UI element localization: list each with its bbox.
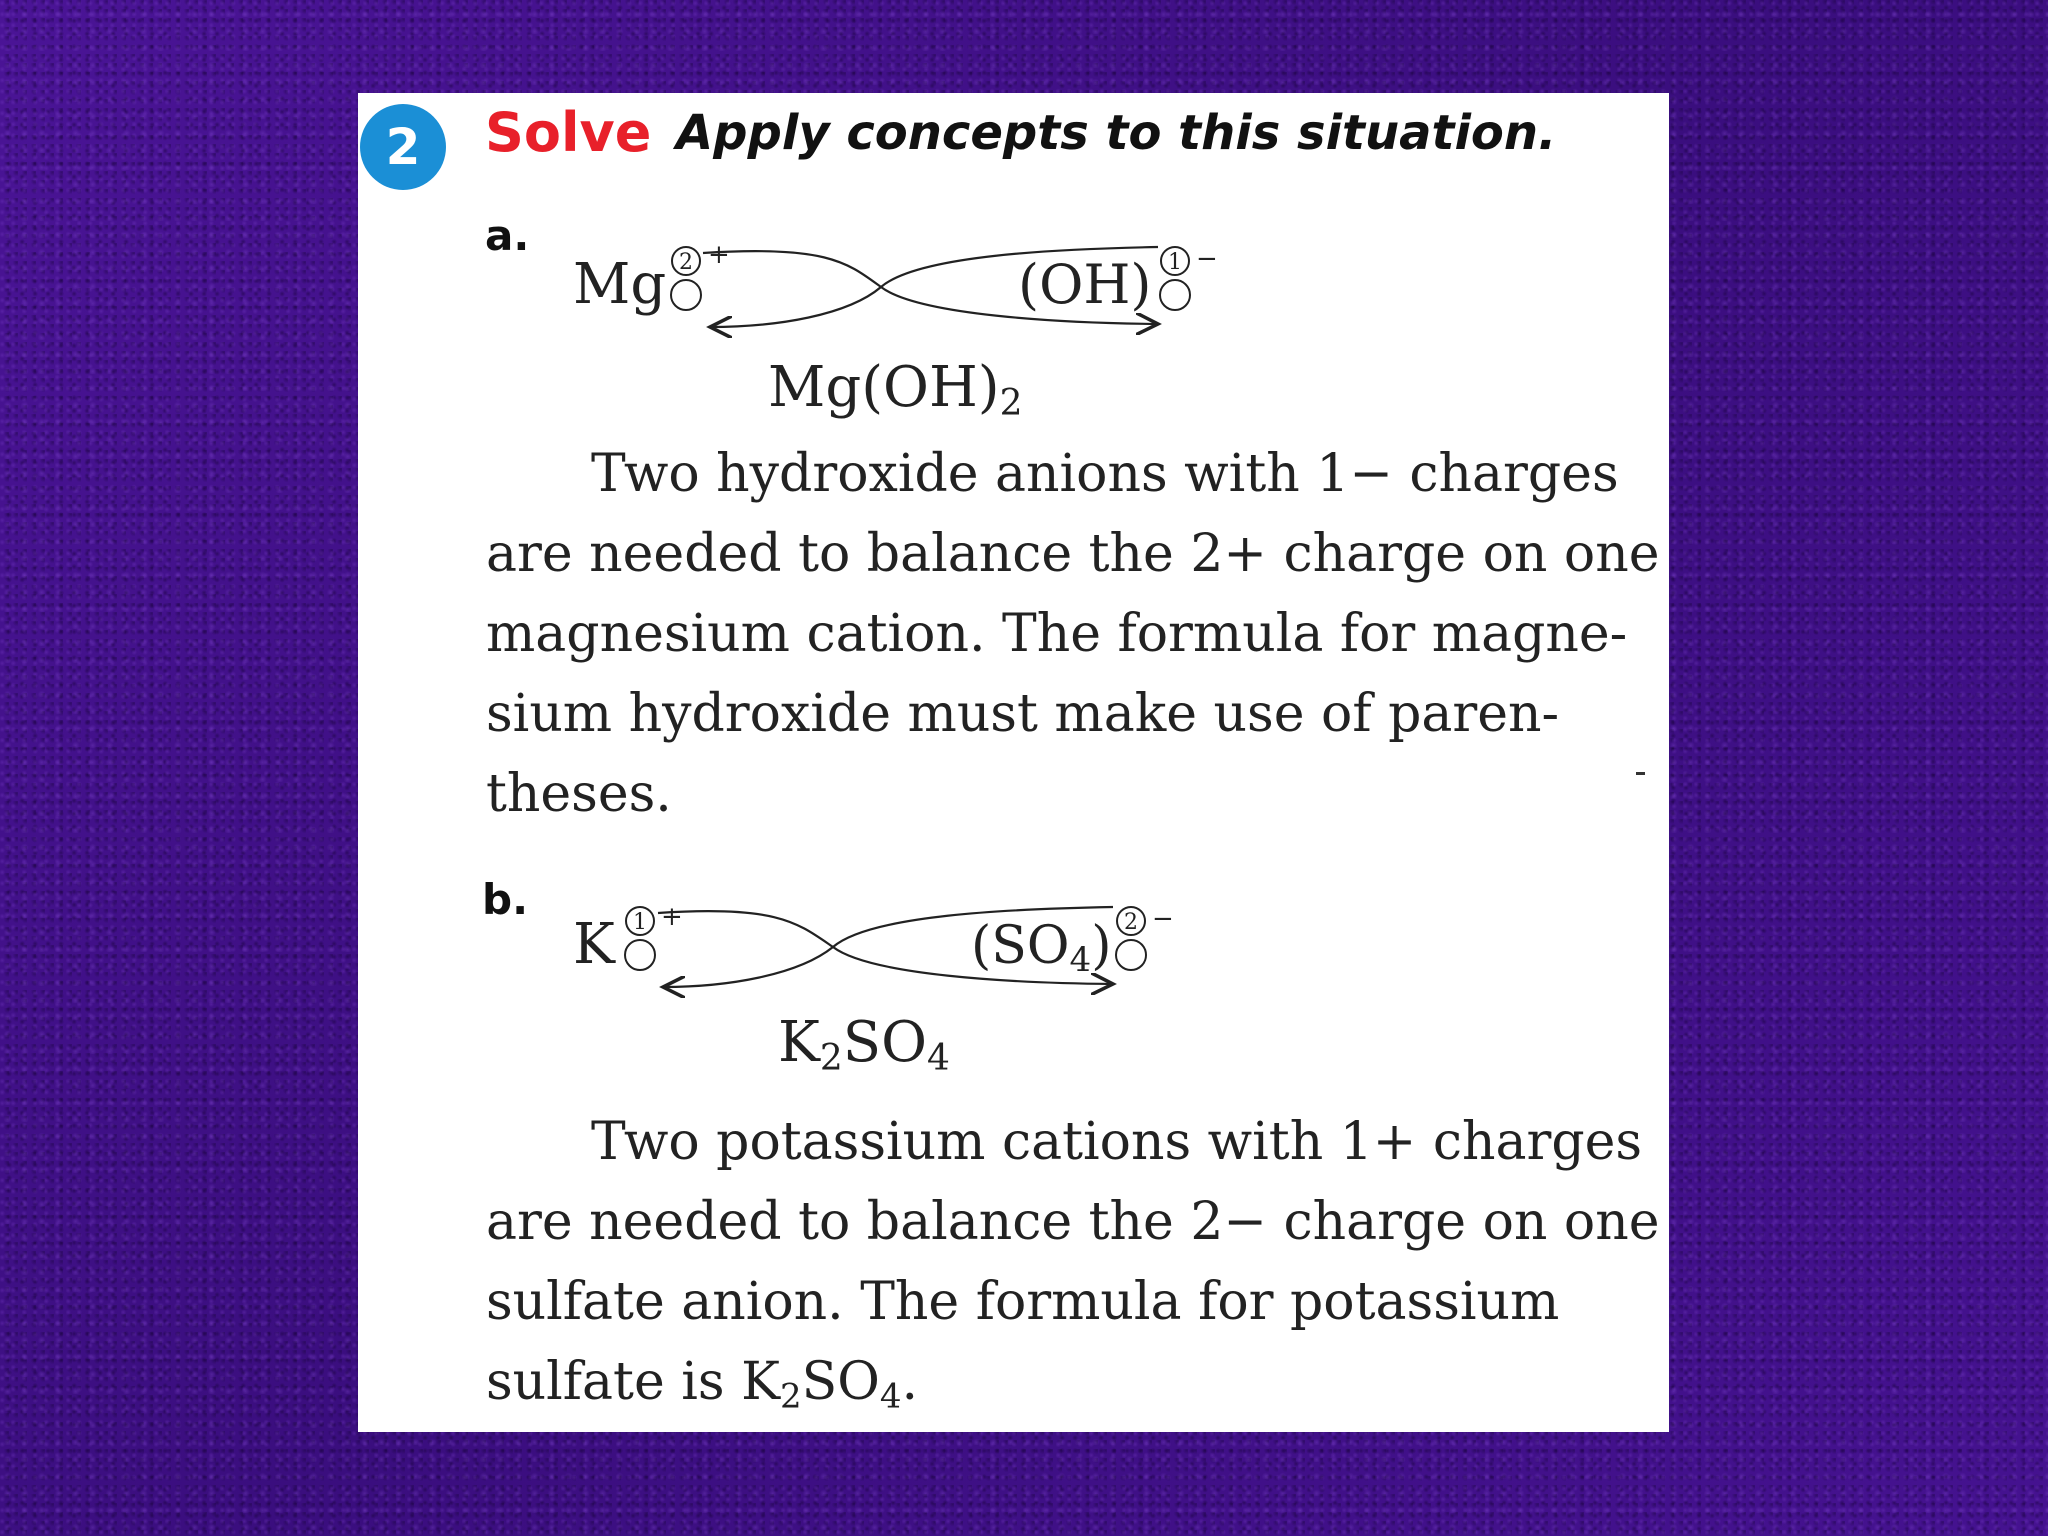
anion-symbol-b: (SO4): [971, 916, 1112, 980]
subscript-circle-anion-b: [1116, 940, 1146, 970]
explanation-b-line: are needed to balance the 2− charge on one: [486, 1192, 1660, 1252]
subscript-circle-cation-b: [625, 940, 655, 970]
margin-dash: [1636, 772, 1645, 775]
explanation-a-line: magnesium cation. The formula for magne-: [486, 604, 1628, 664]
subscript-circle-cation-a: [671, 280, 701, 310]
anion-charge-number-a: 1: [1168, 250, 1182, 275]
cation-charge-number-a: 2: [679, 250, 693, 275]
explanation-a-line: are needed to balance the 2+ charge on one: [486, 524, 1660, 584]
cation-charge-number-b: 1: [633, 910, 647, 935]
anion-charge-number-b: 2: [1124, 910, 1138, 935]
step-label: Solve: [485, 101, 652, 164]
step-number-badge: 2: [360, 104, 446, 190]
subscript-circle-anion-a: [1160, 280, 1190, 310]
anion-symbol-a: (OH): [1018, 253, 1152, 316]
solution-panel: [358, 93, 1669, 1432]
crisscross-diagram-b: [358, 883, 1669, 1003]
explanation-b-line: Two potassium cations with 1+ charges: [591, 1112, 1643, 1172]
part-b-label: b.: [482, 875, 529, 924]
explanation-a-line: Two hydroxide anions with 1− charges: [591, 444, 1619, 504]
result-formula-b: $K_2SO_4$: [778, 1010, 950, 1079]
step-instruction: Apply concepts to this situation.: [676, 105, 1557, 161]
explanation-b-last-line: sulfate is $K_2SO_4$.: [486, 1352, 919, 1417]
explanation-b-line: sulfate anion. The formula for potassium: [486, 1272, 1560, 1332]
cation-charge-sign-a: +: [708, 240, 730, 270]
explanation-a-line: theses.: [486, 764, 672, 824]
explanation-b: [486, 1102, 1660, 1437]
cation-symbol-a: Mg: [573, 252, 667, 317]
explanation-a: [486, 434, 1660, 834]
anion-charge-sign-a: −: [1196, 244, 1218, 274]
cation-symbol-b: K: [573, 912, 615, 977]
crisscross-diagram-a: [358, 223, 1669, 343]
cation-charge-sign-b: +: [661, 902, 683, 932]
explanation-a-line: sium hydroxide must make use of paren-: [486, 684, 1560, 744]
part-a-label: a.: [485, 211, 530, 260]
anion-charge-sign-b: −: [1152, 904, 1174, 934]
result-formula-a: $Mg(OH)_2$: [768, 355, 1023, 424]
